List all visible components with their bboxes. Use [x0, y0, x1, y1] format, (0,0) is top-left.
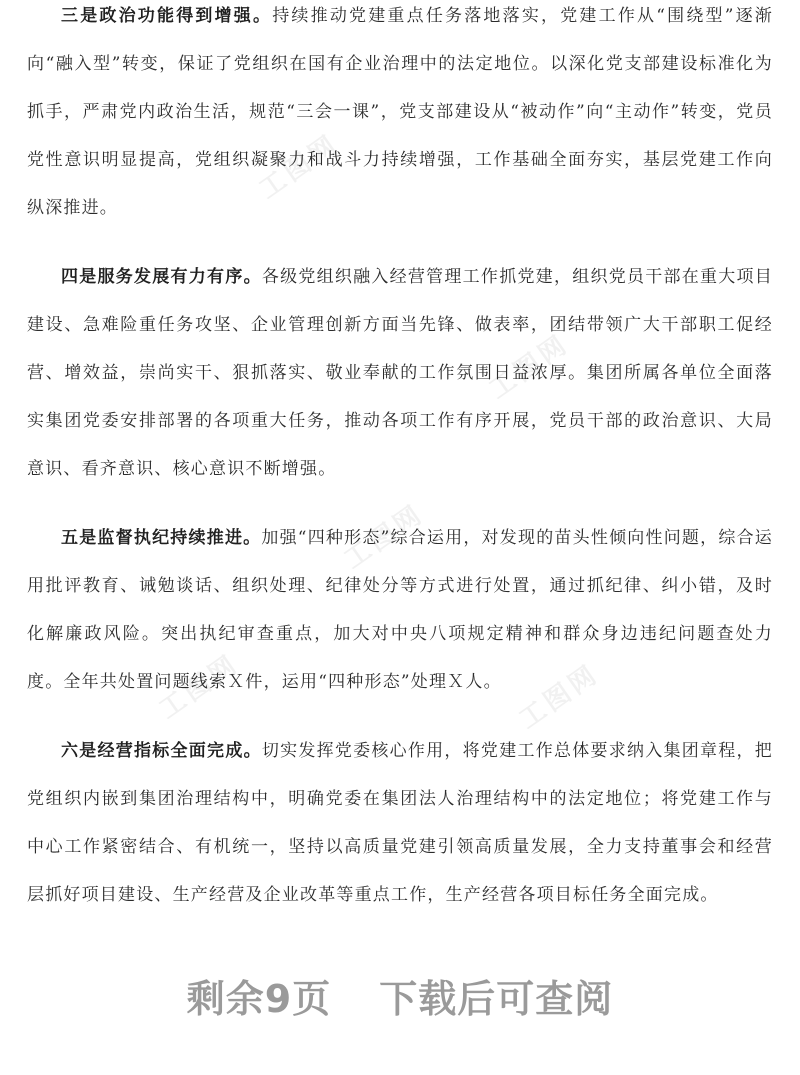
paragraph-text: 各级党组织融入经营管理工作抓党建，组织党员干部在重大项目建设、急难险重任务攻坚、企业管理创新方面当先锋、做表率，团结带领广大干部职工促经营、增效益，崇尚实干、狠抓落实、敬业奉献的工作氛围日益浓厚。集团所属各单位全面落实集团党委安排部署的各项重大任务，推动各项工作有序开展，党员干部的政治意识、大局意识、看齐意识、核心意识不断增强。: [27, 267, 773, 479]
paragraph-text: 切实发挥党委核心作用，将党建工作总体要求纳入集团章程，把党组织内嵌到集团治理结构中，明确党委在集团法人治理结构中的法定地位；将党建工作与中心工作紧密结合、有机统一，坚持以高质量党建引领高质量发展，全力支持董事会和经营层抓好项目建设、生产经营及企业改革等重点工作，生产经营各项目标任务全面完成。: [27, 741, 773, 905]
download-prompt[interactable]: [0, 968, 800, 1023]
paragraph-supervision: [27, 514, 773, 706]
remaining-pages-label: 剩余9页: [186, 977, 332, 1021]
watermark: 工图网: [253, 128, 345, 206]
document-body: [27, 0, 773, 919]
paragraph-lead: 三是政治功能得到增强。: [61, 6, 273, 26]
paragraph-operations: [27, 727, 773, 919]
download-to-view-label: 下载后可查阅: [379, 977, 614, 1021]
paragraph-lead: 四是服务发展有力有序。: [61, 267, 262, 287]
watermark: 工图网: [483, 328, 575, 406]
paragraph-lead: 五是监督执纪持续推进。: [61, 528, 262, 548]
paragraph-lead: 六是经营指标全面完成。: [61, 741, 262, 761]
watermark: 工图网: [338, 498, 430, 576]
watermark: 工图网: [153, 648, 245, 726]
paragraph-text: 加强“四种形态”综合运用，对发现的苗头性倾向性问题，综合运用批评教育、诫勉谈话、组织处理、纪律处分等方式进行处置，通过抓纪律、纠小错，及时化解廉政风险。突出执纪审查重点，加大对中央八项规定精神和群众身边违纪问题查处力度。全年共处置问题线索Ｘ件，运用“四种形态”处理Ｘ人。: [27, 528, 773, 692]
paragraph-politics: [27, 0, 773, 232]
paragraph-service: [27, 253, 773, 493]
watermark: 工图网: [513, 658, 605, 736]
paragraph-text: 持续推动党建重点任务落地落实，党建工作从“围绕型”逐渐向“融入型”转变，保证了党组织在国有企业治理中的法定地位。以深化党支部建设标准化为抓手，严肃党内政治生活，规范“三会一课”，党支部建设从“被动作”向“主动作”转变，党员党性意识明显提高，党组织凝聚力和战斗力持续增强，工作基础全面夯实，基层党建工作向纵深推进。: [27, 6, 774, 218]
